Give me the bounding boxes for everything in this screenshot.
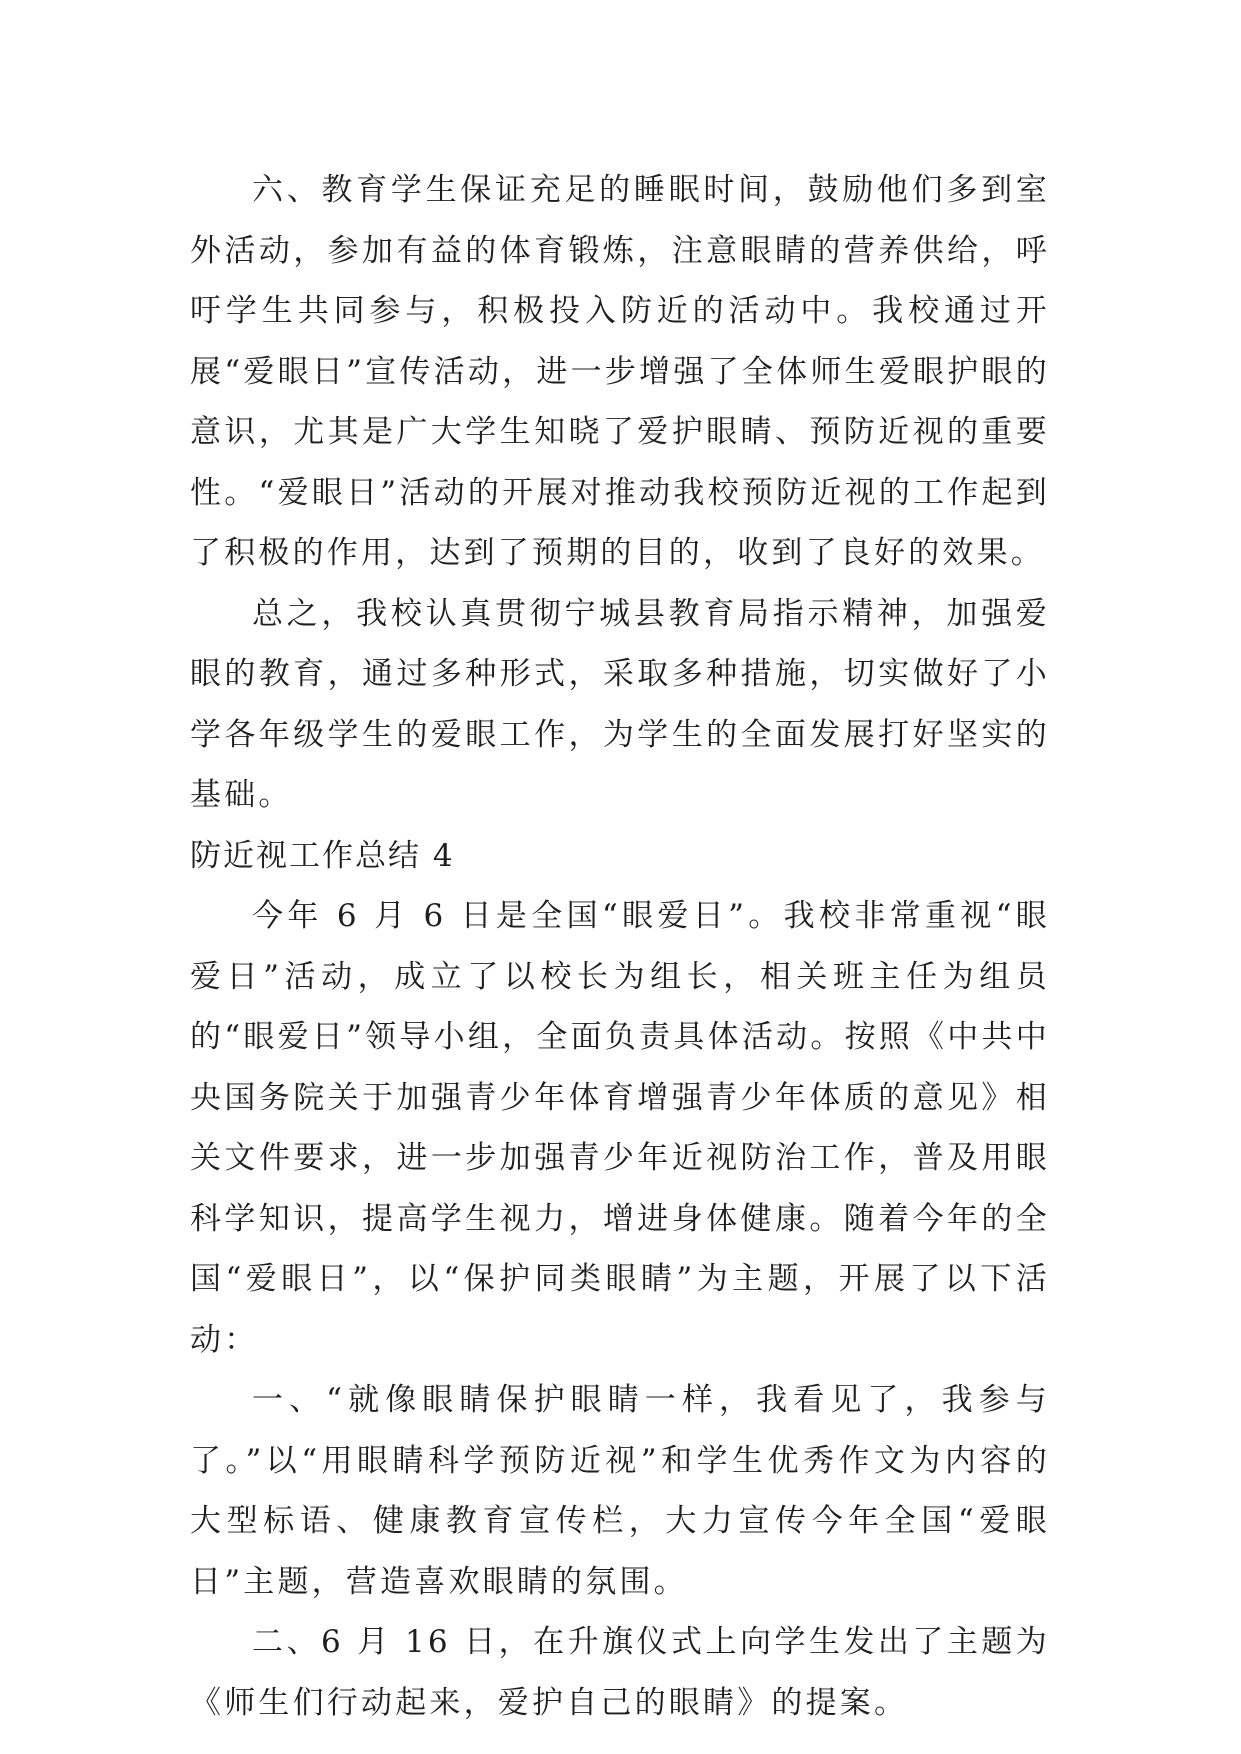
paragraph-activity-two: 二、6 月 16 日，在升旗仪式上向学生发出了主题为《师生们行动起来，爱护自己的眼睛》的提案。	[190, 1624, 1050, 1721]
paragraph-summary: 总之，我校认真贯彻宁城县教育局指示精神，加强爱眼的教育，通过多种形式，采取多种措施，切实做好了小学各年级学生的爱眼工作，为学生的全面发展打好坚实的基础。	[190, 595, 1050, 813]
section-heading: 防近视工作总结 4	[190, 837, 455, 874]
paragraph-eye-day-intro: 今年 6 月 6 日是全国“眼爱日”。我校非常重视“眼爱日”活动，成立了以校长为组长，相关班主任为组员的“眼爱日”领导小组，全面负责具体活动。按照《中共中央国务院关于加强青少年体育增强青少年体质的意见》相关文件要求，进一步加强青少年近视防治工作，普及用眼科学知识，提高学生视力，增进身体健康。随着今年的全国“爱眼日”，以“保护同类眼睛”为主题，开展了以下活动：	[190, 898, 1050, 1358]
paragraph-activity-one: 一、“就像眼睛保护眼睛一样，我看见了，我参与了。”以“用眼睛科学预防近视”和学生优秀作文为内容的大型标语、健康教育宣传栏，大力宣传今年全国“爱眼日”主题，营造喜欢眼睛的氛围。	[190, 1382, 1050, 1600]
document-body	[190, 160, 1050, 1733]
paragraph-six-sleep-activities: 六、教育学生保证充足的睡眠时间，鼓励他们多到室外活动，参加有益的体育锻炼，注意眼睛的营养供给，呼吁学生共同参与，积极投入防近的活动中。我校通过开展“爱眼日”宣传活动，进一步增强了全体师生爱眼护眼的意识，尤其是广大学生知晓了爱护眼睛、预防近视的重要性。“爱眼日”活动的开展对推动我校预防近视的工作起到了积极的作用，达到了预期的目的，收到了良好的效果。	[190, 172, 1050, 571]
